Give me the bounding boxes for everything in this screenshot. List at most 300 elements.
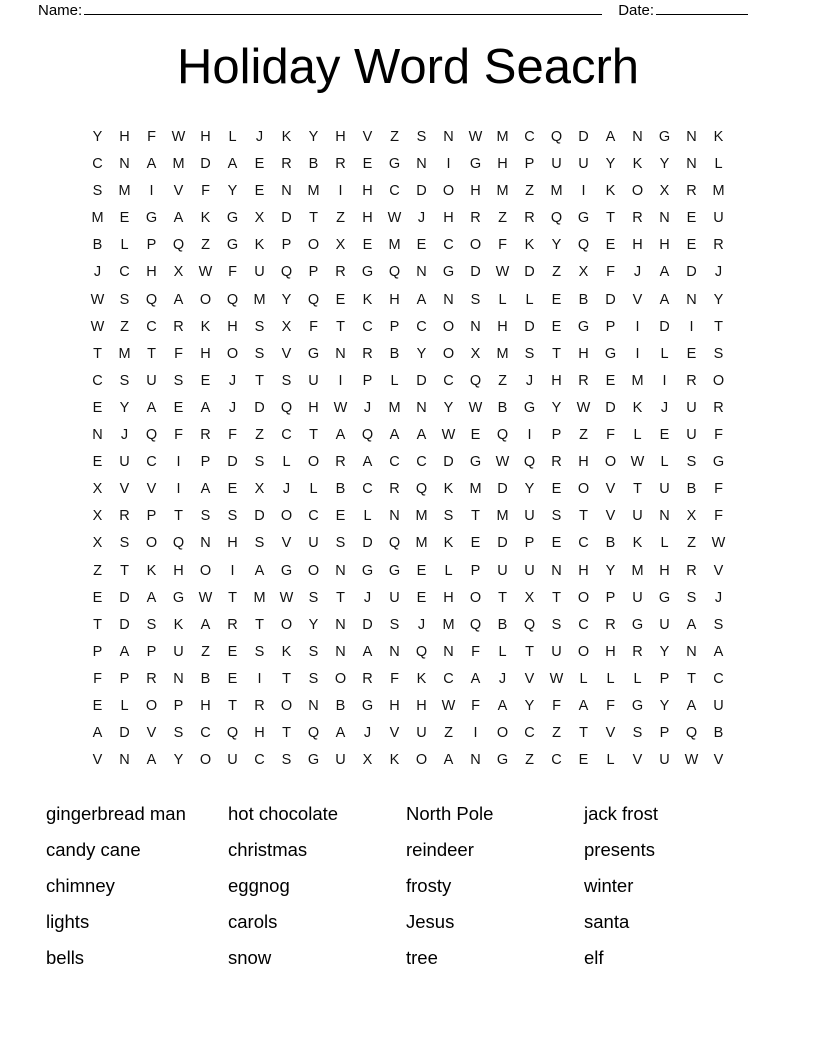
grid-cell[interactable]: S <box>632 725 643 742</box>
grid-cell[interactable]: C <box>146 318 157 335</box>
grid-cell[interactable]: V <box>605 481 616 498</box>
grid-cell[interactable]: G <box>145 210 158 227</box>
grid-cell[interactable]: J <box>417 210 426 227</box>
grid-cell[interactable]: Q <box>469 616 482 633</box>
grid-cell[interactable]: G <box>388 156 401 173</box>
grid-cell[interactable]: L <box>633 427 642 444</box>
grid-cell[interactable]: Y <box>443 399 454 416</box>
grid-cell[interactable]: L <box>390 372 399 389</box>
grid-cell[interactable]: X <box>335 237 346 254</box>
grid-cell[interactable]: C <box>524 725 535 742</box>
grid-cell[interactable]: G <box>631 697 644 714</box>
grid-cell[interactable]: O <box>577 643 590 660</box>
grid-cell[interactable]: R <box>335 454 346 471</box>
grid-cell[interactable]: G <box>712 454 725 471</box>
grid-cell[interactable]: B <box>605 535 616 552</box>
grid-cell[interactable]: T <box>228 697 237 714</box>
grid-cell[interactable]: I <box>689 318 694 335</box>
grid-cell[interactable]: Z <box>120 318 129 335</box>
grid-cell[interactable]: S <box>254 535 265 552</box>
grid-cell[interactable]: O <box>469 589 482 606</box>
grid-cell[interactable]: G <box>577 318 590 335</box>
grid-cell[interactable]: E <box>605 237 616 254</box>
grid-cell[interactable]: B <box>686 481 697 498</box>
grid-cell[interactable]: O <box>307 454 320 471</box>
grid-cell[interactable]: J <box>228 372 237 389</box>
grid-cell[interactable]: E <box>227 481 238 498</box>
grid-cell[interactable]: E <box>254 156 265 173</box>
grid-cell[interactable]: N <box>335 616 346 633</box>
grid-cell[interactable]: U <box>497 562 508 579</box>
grid-cell[interactable]: H <box>119 129 130 145</box>
grid-cell[interactable]: T <box>498 589 507 606</box>
grid-cell[interactable]: O <box>577 481 590 498</box>
grid-cell[interactable]: T <box>309 427 318 444</box>
grid-cell[interactable]: G <box>577 210 590 227</box>
grid-cell[interactable]: F <box>201 183 210 200</box>
grid-cell[interactable]: H <box>659 237 670 254</box>
grid-cell[interactable]: Q <box>145 291 158 308</box>
grid-cell[interactable]: M <box>496 345 509 362</box>
grid-cell[interactable]: T <box>552 589 561 606</box>
grid-cell[interactable]: S <box>551 508 562 525</box>
grid-cell[interactable]: I <box>446 156 451 173</box>
grid-cell[interactable]: G <box>604 345 617 362</box>
grid-cell[interactable]: V <box>281 345 292 362</box>
grid-cell[interactable]: G <box>307 345 320 362</box>
grid-cell[interactable]: Q <box>145 427 158 444</box>
grid-cell[interactable]: I <box>581 183 586 200</box>
grid-cell[interactable]: P <box>92 643 103 660</box>
grid-cell[interactable]: A <box>713 643 724 660</box>
grid-cell[interactable]: E <box>686 345 697 362</box>
grid-cell[interactable]: T <box>579 725 588 742</box>
grid-cell[interactable]: M <box>172 156 185 173</box>
grid-cell[interactable]: L <box>498 291 507 308</box>
grid-cell[interactable]: R <box>254 697 265 714</box>
grid-cell[interactable]: D <box>443 454 454 471</box>
grid-cell[interactable]: V <box>605 725 616 742</box>
grid-cell[interactable]: U <box>632 589 643 606</box>
grid-cell[interactable]: A <box>173 291 184 308</box>
grid-cell[interactable]: M <box>496 183 509 200</box>
grid-cell[interactable]: O <box>712 372 725 389</box>
grid-cell[interactable]: Q <box>577 237 590 254</box>
grid-cell[interactable]: Q <box>523 454 536 471</box>
grid-cell[interactable]: E <box>92 399 103 416</box>
grid-cell[interactable]: F <box>498 237 507 254</box>
grid-cell[interactable]: F <box>606 264 615 281</box>
grid-cell[interactable]: C <box>443 237 454 254</box>
grid-cell[interactable]: E <box>416 237 427 254</box>
grid-cell[interactable]: R <box>200 427 211 444</box>
grid-cell[interactable]: V <box>632 752 643 769</box>
grid-cell[interactable]: X <box>470 345 481 362</box>
grid-cell[interactable]: V <box>713 752 724 769</box>
grid-cell[interactable]: G <box>469 156 482 173</box>
grid-cell[interactable]: F <box>552 697 561 714</box>
grid-cell[interactable]: D <box>497 535 508 552</box>
grid-cell[interactable]: S <box>308 643 319 660</box>
grid-cell[interactable]: C <box>713 670 724 687</box>
grid-cell[interactable]: P <box>524 156 535 173</box>
grid-cell[interactable]: C <box>551 752 562 769</box>
grid-cell[interactable]: M <box>253 291 266 308</box>
grid-cell[interactable]: N <box>281 183 292 200</box>
grid-cell[interactable]: J <box>660 399 669 416</box>
grid-cell[interactable]: S <box>173 372 184 389</box>
grid-cell[interactable]: W <box>441 427 456 444</box>
grid-cell[interactable]: E <box>119 210 130 227</box>
date-write-line[interactable] <box>656 2 748 15</box>
grid-cell[interactable]: P <box>362 372 373 389</box>
grid-cell[interactable]: N <box>686 291 697 308</box>
grid-cell[interactable]: N <box>335 562 346 579</box>
grid-cell[interactable]: K <box>200 210 211 227</box>
grid-cell[interactable]: X <box>254 481 265 498</box>
grid-cell[interactable]: Y <box>308 616 319 633</box>
grid-cell[interactable]: E <box>470 427 481 444</box>
grid-cell[interactable]: Z <box>579 427 588 444</box>
grid-cell[interactable]: A <box>389 427 400 444</box>
grid-cell[interactable]: W <box>495 264 510 281</box>
grid-cell[interactable]: H <box>146 264 157 281</box>
grid-cell[interactable]: U <box>713 210 724 227</box>
grid-cell[interactable]: C <box>362 481 373 498</box>
grid-cell[interactable]: K <box>362 291 373 308</box>
grid-cell[interactable]: U <box>173 643 184 660</box>
grid-cell[interactable]: B <box>92 237 103 254</box>
grid-cell[interactable]: U <box>632 508 643 525</box>
grid-cell[interactable]: F <box>228 264 237 281</box>
grid-cell[interactable]: K <box>632 156 643 173</box>
grid-cell[interactable]: D <box>416 183 427 200</box>
grid-cell[interactable]: I <box>338 183 343 200</box>
grid-cell[interactable]: C <box>443 670 454 687</box>
grid-cell[interactable]: G <box>361 264 374 281</box>
grid-cell[interactable]: O <box>469 237 482 254</box>
grid-cell[interactable]: N <box>659 210 670 227</box>
grid-cell[interactable]: Z <box>255 427 264 444</box>
grid-cell[interactable]: T <box>633 481 642 498</box>
grid-cell[interactable]: K <box>281 129 292 145</box>
grid-cell[interactable]: S <box>470 291 481 308</box>
grid-cell[interactable]: C <box>254 752 265 769</box>
grid-cell[interactable]: R <box>362 345 373 362</box>
grid-cell[interactable]: W <box>468 399 483 416</box>
grid-cell[interactable]: Q <box>415 643 428 660</box>
grid-cell[interactable]: J <box>93 264 102 281</box>
grid-cell[interactable]: X <box>92 481 103 498</box>
grid-cell[interactable]: S <box>713 616 724 633</box>
grid-cell[interactable]: I <box>473 725 478 742</box>
grid-cell[interactable]: Q <box>550 129 563 145</box>
grid-cell[interactable]: R <box>686 562 697 579</box>
grid-cell[interactable]: I <box>176 454 181 471</box>
grid-cell[interactable]: P <box>200 454 211 471</box>
grid-cell[interactable]: V <box>605 508 616 525</box>
grid-cell[interactable]: L <box>660 535 669 552</box>
grid-cell[interactable]: K <box>443 481 454 498</box>
grid-cell[interactable]: S <box>92 183 103 200</box>
grid-cell[interactable]: J <box>417 616 426 633</box>
grid-cell[interactable]: B <box>713 725 724 742</box>
grid-cell[interactable]: N <box>470 752 481 769</box>
grid-cell[interactable]: E <box>173 399 184 416</box>
grid-cell[interactable]: S <box>416 129 427 145</box>
grid-cell[interactable]: A <box>578 697 589 714</box>
grid-cell[interactable]: R <box>713 237 724 254</box>
grid-cell[interactable]: H <box>362 210 373 227</box>
grid-cell[interactable]: P <box>146 508 157 525</box>
grid-cell[interactable]: Q <box>172 237 185 254</box>
grid-cell[interactable]: J <box>714 264 723 281</box>
grid-cell[interactable]: L <box>579 670 588 687</box>
grid-cell[interactable]: K <box>632 399 643 416</box>
grid-cell[interactable]: C <box>443 372 454 389</box>
grid-cell[interactable]: S <box>686 454 697 471</box>
grid-cell[interactable]: Z <box>201 237 210 254</box>
grid-cell[interactable]: L <box>282 454 291 471</box>
grid-cell[interactable]: H <box>389 291 400 308</box>
grid-cell[interactable]: V <box>362 129 373 145</box>
grid-cell[interactable]: P <box>470 562 481 579</box>
grid-cell[interactable]: S <box>254 454 265 471</box>
grid-cell[interactable]: E <box>200 372 211 389</box>
grid-cell[interactable]: Z <box>498 372 507 389</box>
grid-cell[interactable]: G <box>658 589 671 606</box>
grid-cell[interactable]: I <box>635 345 640 362</box>
grid-cell[interactable]: W <box>549 670 564 687</box>
grid-cell[interactable]: O <box>496 725 509 742</box>
grid-cell[interactable]: H <box>497 318 508 335</box>
grid-cell[interactable]: O <box>280 697 293 714</box>
grid-cell[interactable]: R <box>146 670 157 687</box>
grid-cell[interactable]: Z <box>444 725 453 742</box>
grid-cell[interactable]: Y <box>551 237 562 254</box>
grid-cell[interactable]: D <box>524 318 535 335</box>
grid-cell[interactable]: D <box>605 291 616 308</box>
grid-cell[interactable]: H <box>632 237 643 254</box>
grid-cell[interactable]: H <box>200 345 211 362</box>
grid-cell[interactable]: Z <box>552 725 561 742</box>
grid-cell[interactable]: N <box>659 508 670 525</box>
grid-cell[interactable]: Q <box>523 616 536 633</box>
grid-cell[interactable]: S <box>146 616 157 633</box>
grid-cell[interactable]: M <box>712 183 725 200</box>
grid-cell[interactable]: E <box>416 562 427 579</box>
grid-cell[interactable]: J <box>633 264 642 281</box>
grid-cell[interactable]: F <box>93 670 102 687</box>
grid-cell[interactable]: T <box>282 725 291 742</box>
grid-cell[interactable]: G <box>280 562 293 579</box>
grid-cell[interactable]: U <box>146 372 157 389</box>
grid-cell[interactable]: N <box>470 318 481 335</box>
grid-cell[interactable]: E <box>92 589 103 606</box>
grid-cell[interactable]: S <box>335 535 346 552</box>
grid-cell[interactable]: Q <box>226 291 239 308</box>
grid-cell[interactable]: C <box>416 318 427 335</box>
grid-cell[interactable]: O <box>307 562 320 579</box>
grid-cell[interactable]: X <box>686 508 697 525</box>
grid-cell[interactable]: Z <box>93 562 102 579</box>
grid-cell[interactable]: A <box>605 129 616 145</box>
grid-cell[interactable]: L <box>606 670 615 687</box>
grid-cell[interactable]: D <box>119 725 130 742</box>
grid-cell[interactable]: E <box>362 156 373 173</box>
grid-cell[interactable]: G <box>658 129 671 145</box>
grid-cell[interactable]: S <box>308 589 319 606</box>
grid-cell[interactable]: S <box>686 589 697 606</box>
grid-cell[interactable]: U <box>227 752 238 769</box>
grid-cell[interactable]: F <box>606 697 615 714</box>
grid-cell[interactable]: I <box>257 670 262 687</box>
grid-cell[interactable]: H <box>578 454 589 471</box>
grid-cell[interactable]: J <box>228 399 237 416</box>
grid-cell[interactable]: C <box>416 454 427 471</box>
grid-cell[interactable]: N <box>632 129 643 145</box>
grid-cell[interactable]: E <box>335 508 346 525</box>
grid-cell[interactable]: R <box>524 210 535 227</box>
grid-cell[interactable]: H <box>551 372 562 389</box>
grid-cell[interactable]: O <box>631 183 644 200</box>
grid-cell[interactable]: T <box>471 508 480 525</box>
grid-cell[interactable]: F <box>714 508 723 525</box>
grid-cell[interactable]: R <box>281 156 292 173</box>
grid-cell[interactable]: T <box>255 616 264 633</box>
grid-cell[interactable]: T <box>687 670 696 687</box>
grid-cell[interactable]: I <box>635 318 640 335</box>
grid-cell[interactable]: V <box>281 535 292 552</box>
grid-cell[interactable]: N <box>308 697 319 714</box>
grid-cell[interactable]: K <box>146 562 157 579</box>
grid-cell[interactable]: B <box>497 616 508 633</box>
grid-cell[interactable]: N <box>443 643 454 660</box>
grid-cell[interactable]: U <box>119 454 130 471</box>
grid-cell[interactable]: S <box>551 616 562 633</box>
grid-cell[interactable]: H <box>497 156 508 173</box>
grid-cell[interactable]: E <box>227 670 238 687</box>
grid-cell[interactable]: R <box>173 318 184 335</box>
grid-cell[interactable]: N <box>92 427 103 444</box>
grid-cell[interactable]: W <box>90 291 105 308</box>
grid-cell[interactable]: T <box>147 345 156 362</box>
grid-cell[interactable]: S <box>281 752 292 769</box>
grid-cell[interactable]: J <box>120 427 129 444</box>
grid-cell[interactable]: N <box>443 129 454 145</box>
grid-cell[interactable]: A <box>146 399 157 416</box>
grid-cell[interactable]: I <box>149 183 154 200</box>
grid-cell[interactable]: S <box>119 372 130 389</box>
grid-cell[interactable]: L <box>606 752 615 769</box>
grid-cell[interactable]: D <box>686 264 697 281</box>
grid-cell[interactable]: Y <box>659 643 670 660</box>
grid-cell[interactable]: O <box>199 752 212 769</box>
grid-cell[interactable]: Y <box>524 697 535 714</box>
grid-cell[interactable]: S <box>308 670 319 687</box>
grid-cell[interactable]: B <box>335 481 346 498</box>
grid-cell[interactable]: C <box>524 129 535 145</box>
grid-cell[interactable]: D <box>362 616 373 633</box>
grid-cell[interactable]: F <box>174 345 183 362</box>
grid-cell[interactable]: N <box>173 670 184 687</box>
grid-cell[interactable]: S <box>713 345 724 362</box>
grid-cell[interactable]: P <box>659 670 670 687</box>
grid-cell[interactable]: K <box>281 643 292 660</box>
grid-cell[interactable]: P <box>389 318 400 335</box>
grid-cell[interactable]: Y <box>605 562 616 579</box>
grid-cell[interactable]: U <box>416 725 427 742</box>
grid-cell[interactable]: M <box>388 399 401 416</box>
grid-cell[interactable]: U <box>686 399 697 416</box>
grid-cell[interactable]: F <box>714 481 723 498</box>
grid-cell[interactable]: L <box>120 697 129 714</box>
grid-cell[interactable]: D <box>119 589 130 606</box>
grid-cell[interactable]: H <box>335 129 346 145</box>
grid-cell[interactable]: S <box>524 345 535 362</box>
grid-cell[interactable]: A <box>416 291 427 308</box>
grid-cell[interactable]: C <box>119 264 130 281</box>
grid-cell[interactable]: P <box>146 643 157 660</box>
grid-cell[interactable]: G <box>469 454 482 471</box>
grid-cell[interactable]: U <box>524 562 535 579</box>
grid-cell[interactable]: U <box>551 156 562 173</box>
grid-cell[interactable]: A <box>335 427 346 444</box>
grid-cell[interactable]: N <box>416 264 427 281</box>
grid-cell[interactable]: X <box>362 752 373 769</box>
grid-cell[interactable]: E <box>254 183 265 200</box>
grid-cell[interactable]: T <box>336 318 345 335</box>
grid-cell[interactable]: S <box>443 508 454 525</box>
grid-cell[interactable]: T <box>336 589 345 606</box>
grid-cell[interactable]: C <box>389 183 400 200</box>
grid-cell[interactable]: R <box>119 508 130 525</box>
grid-cell[interactable]: H <box>308 399 319 416</box>
grid-cell[interactable]: D <box>659 318 670 335</box>
grid-cell[interactable]: P <box>146 237 157 254</box>
grid-cell[interactable]: S <box>119 535 130 552</box>
grid-cell[interactable]: F <box>471 643 480 660</box>
grid-cell[interactable]: I <box>176 481 181 498</box>
grid-cell[interactable]: K <box>254 237 265 254</box>
grid-cell[interactable]: A <box>146 752 157 769</box>
grid-cell[interactable]: E <box>470 535 481 552</box>
grid-cell[interactable]: I <box>230 562 235 579</box>
grid-cell[interactable]: A <box>443 752 454 769</box>
grid-cell[interactable]: Y <box>173 752 184 769</box>
grid-cell[interactable]: W <box>441 697 456 714</box>
grid-cell[interactable]: H <box>362 183 373 200</box>
grid-cell[interactable]: R <box>551 454 562 471</box>
grid-cell[interactable]: P <box>605 589 616 606</box>
grid-cell[interactable]: L <box>309 481 318 498</box>
grid-cell[interactable]: K <box>443 535 454 552</box>
grid-cell[interactable]: G <box>523 399 536 416</box>
grid-cell[interactable]: D <box>281 210 292 227</box>
grid-cell[interactable]: G <box>442 264 455 281</box>
grid-cell[interactable]: A <box>362 454 373 471</box>
grid-cell[interactable]: A <box>200 616 211 633</box>
grid-cell[interactable]: Y <box>659 156 670 173</box>
grid-cell[interactable]: E <box>551 535 562 552</box>
word-search-grid[interactable] <box>84 124 732 774</box>
grid-cell[interactable]: E <box>227 643 238 660</box>
grid-cell[interactable]: R <box>632 643 643 660</box>
grid-cell[interactable]: O <box>199 291 212 308</box>
grid-cell[interactable]: U <box>659 752 670 769</box>
grid-cell[interactable]: Z <box>525 752 534 769</box>
grid-cell[interactable]: D <box>578 129 589 145</box>
